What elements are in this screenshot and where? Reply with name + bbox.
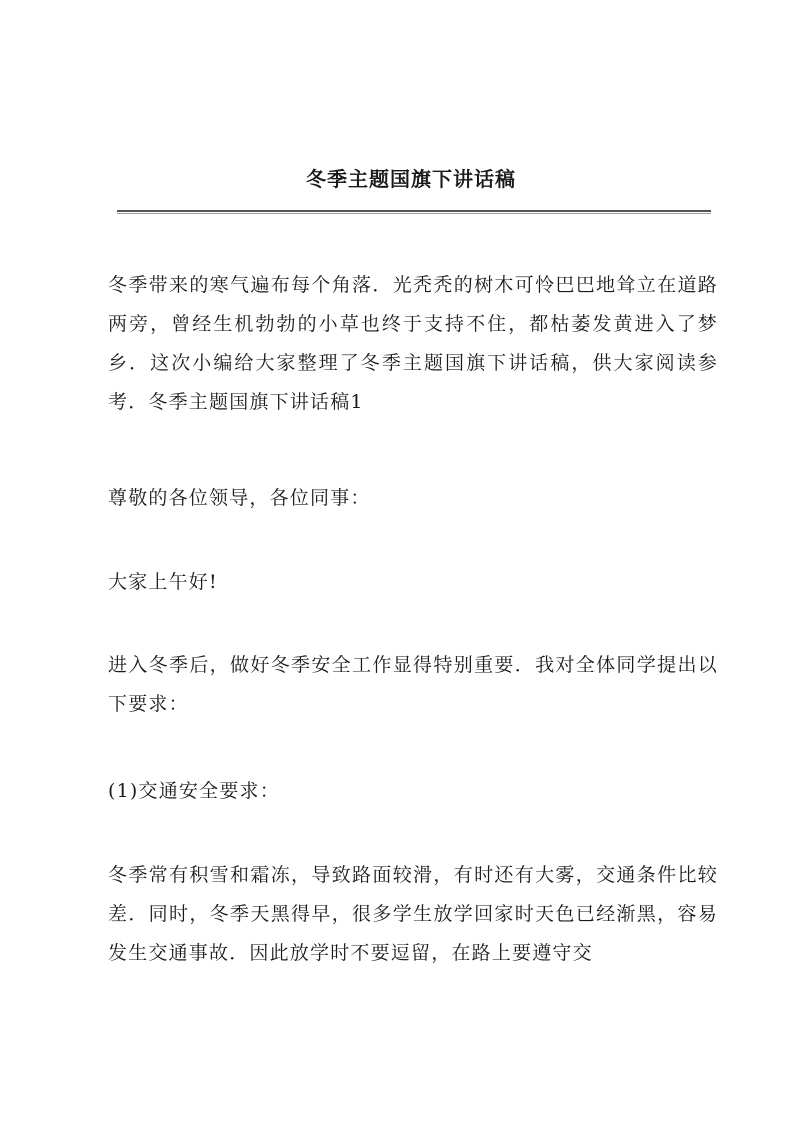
paragraph-traffic-heading: (1)交通安全要求： — [108, 780, 280, 802]
title-divider — [117, 210, 711, 214]
paragraph-traffic-body: 冬季常有积雪和霜冻，导致路面较滑，有时还有大雾，交通条件比较差．同时，冬季天黑得早，很多学生放学回家时天色已经渐黑，容易发生交通事故．因此放学时不要逗留，在路上要遵守交 — [108, 864, 718, 964]
paragraph-requirements-intro: 进入冬季后，做好冬季安全工作显得特别重要．我对全体同学提出以下要求： — [108, 654, 718, 715]
paragraph-intro: 冬季带来的寒气遍布每个角落．光秃秃的树木可怜巴巴地耸立在道路两旁，曾经生机勃勃的小草也终于支持不住，都枯萎发黄进入了梦乡．这次小编给大家整理了冬季主题国旗下讲话稿，供大家阅读参考．冬季主题国旗下讲话稿1 — [108, 274, 718, 413]
paragraph-greeting: 大家上午好! — [108, 571, 218, 593]
document-title: 冬季主题国旗下讲话稿 — [306, 167, 516, 191]
paragraph-salutation: 尊敬的各位领导，各位同事： — [108, 487, 371, 509]
